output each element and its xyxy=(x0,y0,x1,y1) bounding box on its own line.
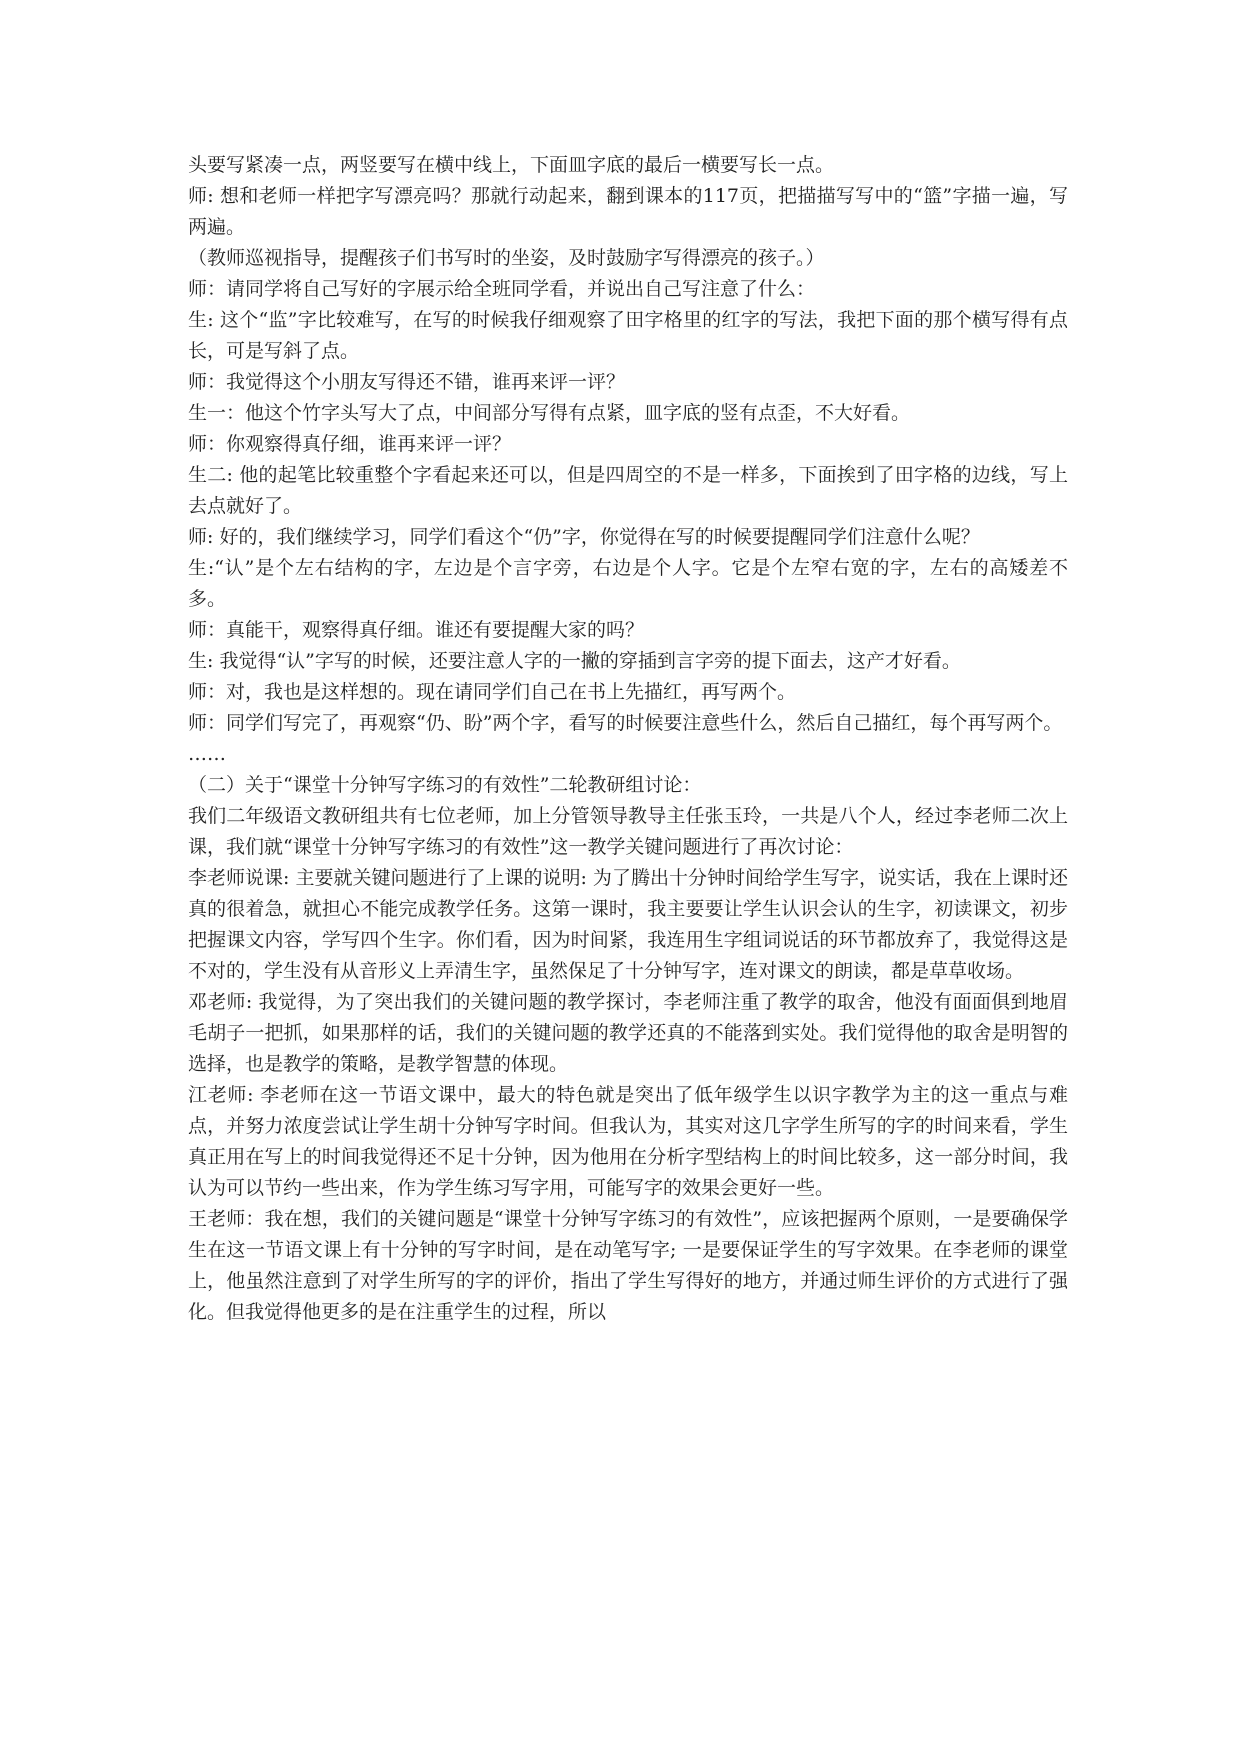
paragraph: 生一：他这个竹字头写大了点，中间部分写得有点紧，皿字底的竖有点歪，不大好看。 xyxy=(188,402,911,424)
paragraph: 生二: 他的起笔比较重整个字看起来还可以，但是四周空的不是一样多，下面挨到了田字格的边线，写上去点就好了。 xyxy=(188,464,1068,517)
paragraph: …… xyxy=(188,743,226,765)
paragraph: 江老师: 李老师在这一节语文课中，最大的特色就是突出了低年级学生以识字教学为主的这一重点与难点，并努力浓度尝试让学生胡十分钟写字时间。但我认为，其实对这几字学生所写的字的时间来看，学生真正用在写上的时间我觉得还不足十分钟，因为他用在分析字型结构上的时间比较多，这一部分时间，我认为可以节约一些出来，作为学生练习写字用，可能写字的效果会更好一些。 xyxy=(188,1084,1068,1199)
paragraph: 李老师说课: 主要就关键问题进行了上课的说明: 为了腾出十分钟时间给学生写字，说实话，我在上课时还真的很着急，就担心不能完成教学任务。这第一课时，我主要要让学生认识会认的生字，初读课文，初步把握课文内容，学写四个生字。你们看，因为时间紧，我连用生字组词说话的环节都放弃了，我觉得这是不对的，学生没有从音形义上弄清生字，虽然保足了十分钟写字，连对课文的朗读，都是草草收场。 xyxy=(188,867,1068,982)
paragraph: 头要写紧凑一点，两竖要写在横中线上，下面皿字底的最后一横要写长一点。 xyxy=(188,154,835,176)
paragraph: 师: 想和老师一样把字写漂亮吗？那就行动起来，翻到课本的117页，把描描写写中的“篮”字描一遍，写两遍。 xyxy=(188,185,1068,238)
section-heading: （二）关于“课堂十分钟写字练习的有效性”二轮教研组讨论： xyxy=(188,774,702,796)
paragraph: 师：请同学将自己写好的字展示给全班同学看，并说出自己写注意了什么： xyxy=(188,278,816,300)
document-body xyxy=(188,150,1068,1328)
paragraph: （教师巡视指导，提醒孩子们书写时的坐姿，及时鼓励字写得漂亮的孩子。） xyxy=(188,247,825,269)
paragraph: 师：真能干，观察得真仔细。谁还有要提醒大家的吗？ xyxy=(188,619,645,641)
paragraph: 生: 这个“监”字比较难写，在写的时候我仔细观察了田字格里的红字的写法，我把下面的那个横写得有点长，可是写斜了点。 xyxy=(188,309,1068,362)
paragraph: 我们二年级语文教研组共有七位老师，加上分管领导教导主任张玉玲，一共是八个人，经过李老师二次上课，我们就“课堂十分钟写字练习的有效性”这一教学关键问题进行了再次讨论： xyxy=(188,805,1068,858)
paragraph: 王老师：我在想，我们的关键问题是“课堂十分钟写字练习的有效性”，应该把握两个原则，一是要确保学生在这一节语文课上有十分钟的写字时间，是在动笔写字; 一是要保证学生的写字效果。在李老师的课堂上，他虽然注意到了对学生所写的字的评价，指出了学生写得好的地方，并通过师生评价的方式进行了强化。但我觉得他更多的是在注重学生的过程，所以 xyxy=(188,1208,1068,1323)
paragraph: 师：对，我也是这样想的。现在请同学们自己在书上先描红，再写两个。 xyxy=(188,681,797,703)
paragraph: 师: 好的，我们继续学习，同学们看这个“仍”字，你觉得在写的时候要提醒同学们注意什么呢？ xyxy=(188,526,980,548)
paragraph: 邓老师: 我觉得，为了突出我们的关键问题的教学探讨，李老师注重了教学的取舍，他没有面面俱到地眉毛胡子一把抓，如果那样的话，我们的关键问题的教学还真的不能落到实处。我们觉得他的取舍是明智的选择，也是教学的策略，是教学智慧的体现。 xyxy=(188,991,1068,1075)
paragraph: 师：同学们写完了，再观察“仍、盼”两个字，看写的时候要注意些什么，然后自己描红，每个再写两个。 xyxy=(188,712,1063,734)
paragraph: 生:“认”是个左右结构的字，左边是个言字旁，右边是个人字。它是个左窄右宽的字，左右的高矮差不多。 xyxy=(188,557,1068,610)
paragraph: 师：我觉得这个小朋友写得还不错，谁再来评一评？ xyxy=(188,371,626,393)
paragraph: 师：你观察得真仔细，谁再来评一评？ xyxy=(188,433,512,455)
paragraph: 生: 我觉得“认”字写的时候，还要注意人字的一撇的穿插到言字旁的提下面去，这产才好看。 xyxy=(188,650,961,672)
